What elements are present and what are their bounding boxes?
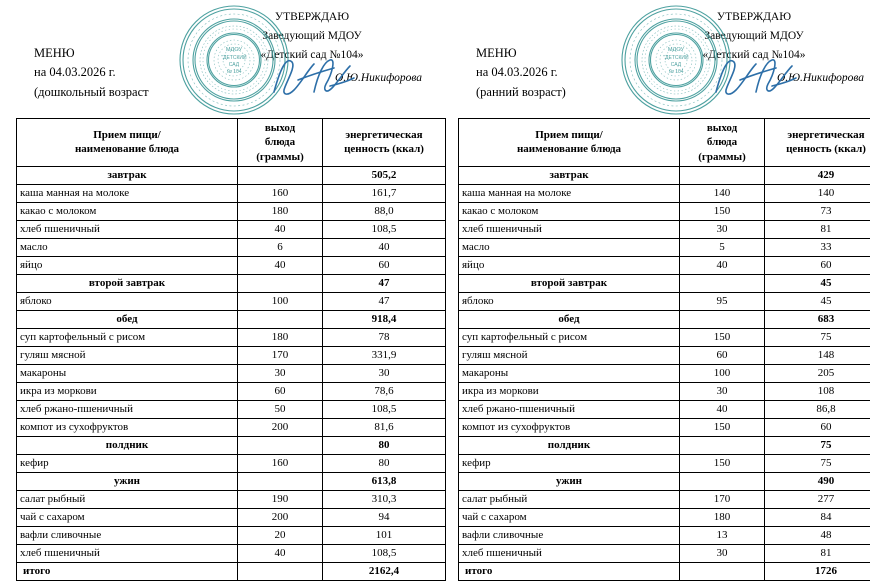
dish-portion: 40 (238, 256, 323, 274)
signature-name: О.Ю.Никифорова (202, 72, 422, 84)
dish-name: чай с сахаром (17, 508, 238, 526)
table-row (17, 202, 446, 220)
table-row (459, 418, 870, 436)
dish-name: каша манная на молоке (459, 184, 680, 202)
menu-table-head (459, 119, 870, 167)
table-row (459, 454, 870, 472)
menu-table-body-right (459, 166, 870, 580)
table-row (17, 544, 446, 562)
stamp-bottom-text: № 104 (668, 69, 683, 75)
dish-name: масло (459, 238, 680, 256)
dish-name: вафли сливочные (17, 526, 238, 544)
table-row-section (459, 274, 870, 292)
section-portion (238, 436, 323, 454)
section-energy: 505,2 (323, 166, 446, 184)
table-row-total (459, 562, 870, 580)
dish-energy: 80 (323, 454, 446, 472)
dish-portion: 150 (680, 454, 765, 472)
dish-energy: 78 (323, 328, 446, 346)
stamp-mid-text: "ДЕТСКИЙ (221, 53, 247, 61)
table-row-section (459, 472, 870, 490)
table-row (459, 400, 870, 418)
table-header-row (17, 119, 446, 167)
dish-portion: 95 (680, 292, 765, 310)
dish-portion: 200 (238, 508, 323, 526)
menu-title (34, 44, 149, 102)
section-energy: 429 (765, 166, 870, 184)
header-portion-line3: (граммы) (241, 150, 319, 164)
table-row (17, 346, 446, 364)
dish-name: компот из сухофруктов (17, 418, 238, 436)
section-portion (238, 472, 323, 490)
section-energy: 918,4 (323, 310, 446, 328)
section-label: ужин (459, 472, 680, 490)
section-energy: 80 (323, 436, 446, 454)
table-row (459, 544, 870, 562)
dish-portion: 60 (238, 382, 323, 400)
header-energy-line2: ценность (ккал) (768, 142, 870, 156)
dish-energy: 75 (765, 328, 870, 346)
stamp-mid-text-2: САД (671, 62, 682, 68)
table-row (459, 508, 870, 526)
table-row (459, 220, 870, 238)
section-portion (680, 274, 765, 292)
dish-energy: 33 (765, 238, 870, 256)
table-row-section (17, 472, 446, 490)
menu-title-line-2: на 04.03.2026 г. (476, 63, 566, 82)
dish-portion: 180 (238, 328, 323, 346)
dish-energy: 78,6 (323, 382, 446, 400)
dish-energy: 88,0 (323, 202, 446, 220)
dish-portion: 40 (238, 220, 323, 238)
approval-line-2: Заведующий МДОУ (202, 27, 422, 46)
table-row (17, 490, 446, 508)
dish-portion: 30 (680, 382, 765, 400)
section-portion (680, 166, 765, 184)
approval-line-1: УТВЕРЖДАЮ (644, 8, 864, 27)
dish-energy: 108 (765, 382, 870, 400)
dish-name: макароны (459, 364, 680, 382)
section-portion (680, 472, 765, 490)
header-meal-name-line1: Прием пищи/ (462, 128, 676, 142)
header-meal-name-line2: наименование блюда (462, 142, 676, 156)
section-portion (238, 310, 323, 328)
section-energy: 47 (323, 274, 446, 292)
menu-title-line-3: (дошкольный возраст (34, 83, 149, 102)
menu-title-line-1: МЕНЮ (476, 44, 566, 63)
table-row (459, 292, 870, 310)
dish-portion: 160 (238, 454, 323, 472)
dish-name: суп картофельный с рисом (17, 328, 238, 346)
section-label: полдник (459, 436, 680, 454)
signature-name: О.Ю.Никифорова (644, 72, 864, 84)
dish-energy: 45 (765, 292, 870, 310)
header-meal-name (17, 119, 238, 167)
dish-energy: 75 (765, 454, 870, 472)
dish-energy: 140 (765, 184, 870, 202)
dish-energy: 148 (765, 346, 870, 364)
dish-energy: 331,9 (323, 346, 446, 364)
menu-table (16, 118, 446, 581)
table-row (17, 256, 446, 274)
stamp-bottom-text: № 104 (226, 69, 241, 75)
dish-energy: 81 (765, 220, 870, 238)
header-portion-line1: выход (683, 121, 761, 135)
dish-name: хлеб ржано-пшеничный (459, 400, 680, 418)
header-meal-name-line2: наименование блюда (20, 142, 234, 156)
table-row-section (459, 436, 870, 454)
dish-energy: 48 (765, 526, 870, 544)
section-label: завтрак (17, 166, 238, 184)
dish-portion: 50 (238, 400, 323, 418)
menu-document-early-age (452, 0, 870, 538)
section-portion (238, 166, 323, 184)
header-portion-line2: блюда (683, 135, 761, 149)
table-row (17, 328, 446, 346)
dish-portion (680, 562, 765, 580)
dish-name: кефир (459, 454, 680, 472)
dish-name: итого (459, 562, 680, 580)
table-row (459, 202, 870, 220)
document-header (10, 0, 430, 118)
dish-portion: 180 (680, 508, 765, 526)
dish-name: икра из моркови (459, 382, 680, 400)
dish-portion: 150 (680, 328, 765, 346)
menu-title-line-2: на 04.03.2026 г. (34, 63, 149, 82)
table-header-row (459, 119, 870, 167)
dish-energy: 108,5 (323, 544, 446, 562)
dish-energy: 84 (765, 508, 870, 526)
section-label: второй завтрак (17, 274, 238, 292)
menu-title-line-3: (ранний возраст) (476, 83, 566, 102)
dish-name: какао с молоком (17, 202, 238, 220)
dish-name: хлеб ржано-пшеничный (17, 400, 238, 418)
dish-energy: 101 (323, 526, 446, 544)
header-portion-line1: выход (241, 121, 319, 135)
dish-energy: 60 (765, 418, 870, 436)
table-row (17, 508, 446, 526)
table-row (17, 526, 446, 544)
table-row-section (459, 166, 870, 184)
section-label: второй завтрак (459, 274, 680, 292)
dish-energy: 2162,4 (323, 562, 446, 580)
dish-energy: 86,8 (765, 400, 870, 418)
menu-title (476, 44, 566, 102)
section-label: ужин (17, 472, 238, 490)
approval-line-1: УТВЕРЖДАЮ (202, 8, 422, 27)
header-energy-line1: энергетическая (326, 128, 442, 142)
table-row (459, 238, 870, 256)
dish-energy: 60 (765, 256, 870, 274)
dish-portion: 40 (680, 256, 765, 274)
dish-name: салат рыбный (459, 490, 680, 508)
table-row (17, 418, 446, 436)
approval-line-3: «Детский сад №104» (644, 46, 864, 65)
dish-portion: 100 (238, 292, 323, 310)
official-stamp-icon (178, 4, 290, 116)
dish-energy: 161,7 (323, 184, 446, 202)
table-row-section (17, 274, 446, 292)
dish-name: яйцо (17, 256, 238, 274)
dish-portion: 40 (680, 400, 765, 418)
table-row (459, 184, 870, 202)
dish-energy: 94 (323, 508, 446, 526)
table-row (17, 382, 446, 400)
dish-energy: 81,6 (323, 418, 446, 436)
dish-portion: 13 (680, 526, 765, 544)
header-energy-line1: энергетическая (768, 128, 870, 142)
dish-portion: 190 (238, 490, 323, 508)
section-energy: 613,8 (323, 472, 446, 490)
table-row-section (17, 310, 446, 328)
header-energy-line2: ценность (ккал) (326, 142, 442, 156)
header-portion (238, 119, 323, 167)
section-label: обед (17, 310, 238, 328)
section-energy: 490 (765, 472, 870, 490)
dish-energy: 310,3 (323, 490, 446, 508)
section-energy: 45 (765, 274, 870, 292)
section-energy: 683 (765, 310, 870, 328)
dish-energy: 108,5 (323, 400, 446, 418)
header-portion-line3: (граммы) (683, 150, 761, 164)
dish-name: кефир (17, 454, 238, 472)
dish-portion: 150 (680, 418, 765, 436)
table-row (459, 346, 870, 364)
header-energy (323, 119, 446, 167)
dish-name: чай с сахаром (459, 508, 680, 526)
table-row (17, 220, 446, 238)
dish-portion: 30 (238, 364, 323, 382)
dish-name: гуляш мясной (17, 346, 238, 364)
stamp-mid-text: "ДЕТСКИЙ (663, 53, 689, 61)
dish-name: хлеб пшеничный (459, 544, 680, 562)
dish-portion (238, 562, 323, 580)
dish-name: яблоко (17, 292, 238, 310)
stamp-top-text: МДОУ (668, 47, 685, 53)
dish-name: яблоко (459, 292, 680, 310)
table-row (459, 256, 870, 274)
approval-line-2: Заведующий МДОУ (644, 27, 864, 46)
table-row (17, 400, 446, 418)
table-row (459, 364, 870, 382)
table-row (459, 526, 870, 544)
dish-energy: 205 (765, 364, 870, 382)
document-header (452, 0, 870, 118)
dish-name: вафли сливочные (459, 526, 680, 544)
section-portion (680, 310, 765, 328)
dish-name: хлеб пшеничный (17, 220, 238, 238)
menu-table (458, 118, 870, 581)
dish-energy: 277 (765, 490, 870, 508)
header-portion-line2: блюда (241, 135, 319, 149)
dish-name: какао с молоком (459, 202, 680, 220)
dish-name: икра из моркови (17, 382, 238, 400)
dish-portion: 40 (238, 544, 323, 562)
section-portion (238, 274, 323, 292)
dish-portion: 150 (680, 202, 765, 220)
menu-table-head (17, 119, 446, 167)
dish-portion: 30 (680, 220, 765, 238)
dish-name: суп картофельный с рисом (459, 328, 680, 346)
dish-name: хлеб пшеничный (17, 544, 238, 562)
dish-name: макароны (17, 364, 238, 382)
dish-portion: 30 (680, 544, 765, 562)
table-row (459, 382, 870, 400)
menu-table-body-left (17, 166, 446, 580)
section-energy: 75 (765, 436, 870, 454)
dish-portion: 180 (238, 202, 323, 220)
table-row-section (459, 310, 870, 328)
header-energy (765, 119, 870, 167)
dish-name: итого (17, 562, 238, 580)
dish-portion: 170 (680, 490, 765, 508)
table-row (17, 454, 446, 472)
dish-name: салат рыбный (17, 490, 238, 508)
menu-document-preschool (10, 0, 430, 538)
dish-energy: 40 (323, 238, 446, 256)
dish-portion: 140 (680, 184, 765, 202)
section-label: обед (459, 310, 680, 328)
stamp-top-text: МДОУ (226, 47, 243, 53)
table-row-section (17, 166, 446, 184)
table-row-total (17, 562, 446, 580)
dish-portion: 160 (238, 184, 323, 202)
dish-energy: 108,5 (323, 220, 446, 238)
section-label: завтрак (459, 166, 680, 184)
dish-energy: 60 (323, 256, 446, 274)
header-portion (680, 119, 765, 167)
dish-energy: 30 (323, 364, 446, 382)
dish-portion: 100 (680, 364, 765, 382)
table-row (17, 364, 446, 382)
stamp-mid-text-2: САД (229, 62, 240, 68)
table-row-section (17, 436, 446, 454)
table-row (17, 184, 446, 202)
section-portion (680, 436, 765, 454)
table-row (459, 328, 870, 346)
dish-energy: 81 (765, 544, 870, 562)
dish-portion: 170 (238, 346, 323, 364)
dish-portion: 5 (680, 238, 765, 256)
dish-energy: 47 (323, 292, 446, 310)
dish-portion: 200 (238, 418, 323, 436)
dish-portion: 60 (680, 346, 765, 364)
table-row (17, 292, 446, 310)
dish-name: масло (17, 238, 238, 256)
header-meal-name (459, 119, 680, 167)
dish-energy: 73 (765, 202, 870, 220)
header-meal-name-line1: Прием пищи/ (20, 128, 234, 142)
dish-name: компот из сухофруктов (459, 418, 680, 436)
table-row (17, 238, 446, 256)
dish-portion: 6 (238, 238, 323, 256)
approval-line-3: «Детский сад №104» (202, 46, 422, 65)
menu-title-line-1: МЕНЮ (34, 44, 149, 63)
dish-name: яйцо (459, 256, 680, 274)
dish-name: хлеб пшеничный (459, 220, 680, 238)
dish-energy: 1726 (765, 562, 870, 580)
official-stamp-icon (620, 4, 732, 116)
dish-portion: 20 (238, 526, 323, 544)
dish-name: гуляш мясной (459, 346, 680, 364)
dish-name: каша манная на молоке (17, 184, 238, 202)
section-label: полдник (17, 436, 238, 454)
table-row (459, 490, 870, 508)
